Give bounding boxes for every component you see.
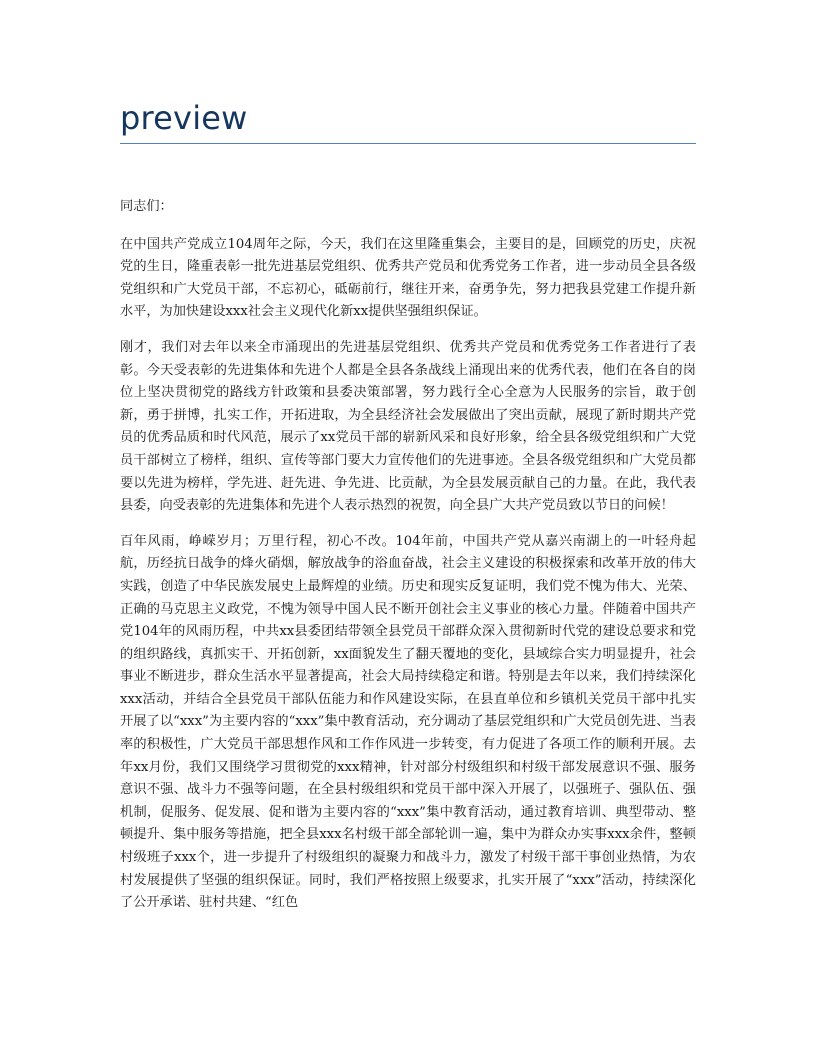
paragraph-opening: 在中国共产党成立104周年之际，今天，我们在这里隆重集会，主要目的是，回顾党的历史，庆祝党的生日，隆重表彰一批先进基层党组织、优秀共产党员和优秀党务工作者，进一步动员全县各级党组织和广大党员干部，不忘初心，砥砺前行，继往开来，奋勇争先，努力把我县党建工作提升新水平，为加快建设xxx社会主义现代化新xx提供坚强组织保证。 <box>120 236 696 320</box>
title-underline <box>120 143 696 144</box>
paragraph-history: 百年风雨，峥嵘岁月；万里行程，初心不改。104年前，中国共产党从嘉兴南湖上的一叶轻舟起航，历经抗日战争的烽火硝烟，解放战争的浴血奋战，社会主义建设的积极探索和改革开放的伟大实践，创造了中华民族发展史上最辉煌的业绩。历史和现实反复证明，我们党不愧为伟大、光荣、正确的马克思主义政党，不愧为领导中国人民不断开创社会主义事业的核心力量。伴随着中国共产党104年的风雨历程，中共xx县委团结带领全县党员干部群众深入贯彻新时代党的建设总要求和党的组织路线，真抓实干、开拓创新，xx面貌发生了翻天覆地的变化，县域综合实力明显提升，社会事业不断进步，群众生活水平显著提高，社会大局持续稳定和谐。特别是去年以来，我们持续深化xxx活动，并结合全县党员干部队伍能力和作风建设实际，在县直单位和乡镇机关党员干部中扎实开展了以“xxx”为主要内容的“xxx”集中教育活动，充分调动了基层党组织和广大党员创先进、当表率的积极性，广大党员干部思想作风和工作作风进一步转变，有力促进了各项工作的顺利开展。去年xx月份，我们又围绕学习贯彻党的xxx精神，针对部分村级组织和村级干部发展意识不强、服务意识不强、战斗力不强等问题，在全县村级组织和党员干部中深入开展了，以强班子、强队伍、强机制，促服务、促发展、促和谐为主要内容的“xxx”集中教育活动，通过教育培训、典型带动、整顿提升、集中服务等措施，把全县xxx名村级干部全部轮训一遍，集中为群众办实事xxx余件，整顿村级班子xxx个，进一步提升了村级组织的凝聚力和战斗力，激发了村级干部干事创业热情，为农村发展提供了坚强的组织保证。同时，我们严格按照上级要求，扎实开展了“xxx”活动，持续深化了公开承诺、驻村共建、“红色 <box>120 533 696 911</box>
greeting: 同志们： <box>120 199 173 214</box>
document-body <box>120 196 696 928</box>
document-title: preview <box>120 99 248 137</box>
paragraph-commendation: 刚才，我们对去年以来全市涌现出的先进基层党组织、优秀共产党员和优秀党务工作者进行了表彰。今天受表彰的先进集体和先进个人都是全县各条战线上涌现出来的优秀代表，他们在各自的岗位上坚决贯彻党的路线方针政策和县委决策部署，努力践行全心全意为人民服务的宗旨，敢于创新，勇于拼博，扎实工作，开拓进取，为全县经济社会发展做出了突出贡献，展现了新时期共产党员的优秀品质和时代风范，展示了xx党员干部的崭新风采和良好形象，给全县各级党组织和广大党员干部树立了榜样，组织、宣传等部门要大力宣传他们的先进事迹。全县各级党组织和广大党员都要以先进为榜样，学先进、赶先进、争先进、比贡献，为全县发展贡献自己的力量。在此，我代表县委，向受表彰的先进集体和先进个人表示热烈的祝贺，向全县广大共产党员致以节日的问候！ <box>120 339 696 514</box>
